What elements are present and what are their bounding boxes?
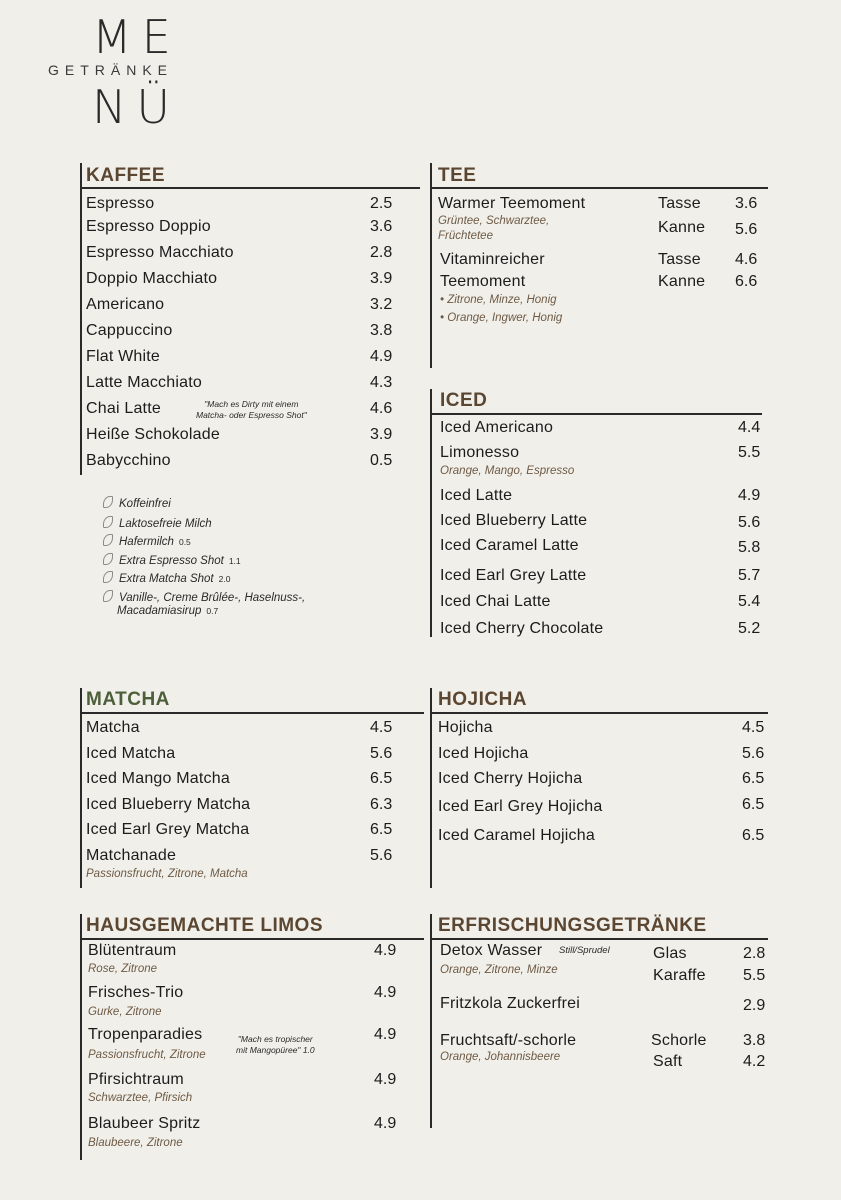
menu-item-name: Iced Blueberry Matcha: [86, 796, 251, 813]
menu-item-price: 6.5: [742, 827, 765, 844]
menu-item-price: 4.9: [374, 1071, 397, 1088]
menu-item-price: 5.6: [370, 847, 393, 864]
iced-divider: [430, 389, 432, 637]
addon-label: Vanille-, Creme Brûlée-, Haselnuss-,: [119, 592, 306, 604]
menu-item-name: Cappuccino: [86, 322, 173, 339]
kaffee-rule: [80, 187, 420, 189]
tropen-note-price: 1.0: [302, 1044, 315, 1055]
menu-item-price: 5.6: [742, 745, 765, 762]
kaffee-divider: [80, 163, 82, 475]
menu-item-name: Babycchino: [86, 452, 171, 469]
iced-heading: ICED: [440, 390, 488, 411]
menu-item-name: Hojicha: [438, 719, 493, 736]
addon-label: Extra Matcha Shot: [119, 573, 214, 585]
menu-item-price: 6.5: [742, 770, 765, 787]
menu-item-description: Gurke, Zitrone: [88, 1006, 162, 1018]
menu-item-price: 4.9: [738, 487, 761, 504]
menu-item-name: Matchanade: [86, 847, 177, 864]
menu-item-price: 6.5: [742, 796, 765, 813]
menu-item-name: Americano: [86, 296, 165, 313]
limonesso-description: Orange, Mango, Espresso: [440, 465, 575, 477]
menu-item-name: Iced Hojicha: [438, 745, 529, 762]
hojicha-rule: [430, 712, 768, 714]
menu-item-price: 3.8: [370, 322, 393, 339]
addon-price: 0.5: [178, 537, 191, 547]
menu-item-price: 5.2: [738, 620, 761, 637]
menu-item-name: Matcha: [86, 719, 140, 736]
menu-item-price: 6.5: [370, 821, 393, 838]
menu-item-description: Schwarztee, Pfirsich: [88, 1092, 193, 1104]
menu-item-name: Iced Caramel Hojicha: [438, 827, 595, 844]
menu-item-price: 3.9: [370, 426, 393, 443]
tee-size-price: 6.6: [735, 273, 758, 290]
menu-item-price: 4.4: [738, 419, 761, 436]
tee-heading: TEE: [438, 165, 477, 186]
logo-top: ME: [92, 10, 181, 64]
matcha-rule: [80, 712, 424, 714]
menu-item-name: Chai Latte: [86, 400, 161, 417]
menu-item-price: 3.9: [370, 270, 393, 287]
addon-item: [103, 571, 230, 585]
iced-rule: [430, 413, 762, 415]
size-label: Glas: [653, 945, 687, 962]
menu-item-price: 4.3: [370, 374, 393, 391]
menu-item-name: Iced Americano: [440, 419, 554, 436]
menu-item-price: 5.4: [738, 593, 761, 610]
fritz-price: 2.9: [743, 997, 766, 1014]
menu-item-price: 6.5: [370, 770, 393, 787]
menu-item-price: 2.5: [370, 195, 393, 212]
erfrischung-heading: ERFRISCHUNGSGETRÄNKE: [438, 915, 707, 936]
menu-item-price: 4.9: [370, 348, 393, 365]
size-label: Karaffe: [653, 967, 706, 984]
menu-item-description: Rose, Zitrone: [88, 963, 158, 975]
menu-item-price: 6.3: [370, 796, 393, 813]
menu-item-price: 4.5: [370, 719, 393, 736]
menu-item-name: Pfirsichtraum: [88, 1071, 184, 1088]
logo-subtitle: GETRÄNKE: [48, 62, 174, 78]
addon-label: Laktosefreie Milch: [119, 518, 212, 530]
tee-divider: [430, 163, 432, 368]
tropen-note: [236, 1034, 315, 1055]
menu-item-price: 3.6: [370, 218, 393, 235]
menu-item-name: Tropenparadies: [88, 1026, 203, 1043]
menu-item-name: Espresso Doppio: [86, 218, 211, 235]
size-price: 3.8: [743, 1032, 766, 1049]
matcha-divider: [80, 688, 82, 888]
menu-item-description: Blaubeere, Zitrone: [88, 1137, 183, 1149]
tee-size-label: Tasse: [658, 195, 701, 212]
leaf-icon: [103, 534, 113, 546]
addon-label: Koffeinfrei: [119, 498, 171, 510]
tee-warmer-description: Grüntee, Schwarztee,: [438, 215, 550, 227]
menu-item-name: Iced Earl Grey Matcha: [86, 821, 250, 838]
chai-note-line: "Mach es Dirty mit einem: [204, 399, 299, 409]
tee-size-price: 3.6: [735, 195, 758, 212]
menu-item-name: Latte Macchiato: [86, 374, 202, 391]
addon-label: Hafermilch: [119, 536, 174, 548]
tropen-note-line: [236, 1045, 315, 1056]
matcha-heading: MATCHA: [86, 689, 170, 710]
tee-vitamin-description: • Orange, Ingwer, Honig: [440, 312, 563, 324]
menu-item-name: Iced Earl Grey Hojicha: [438, 798, 603, 815]
hojicha-divider: [430, 688, 432, 888]
addon-price: 1.1: [228, 556, 241, 566]
menu-item-price: 0.5: [370, 452, 393, 469]
menu-item-price: 5.6: [738, 514, 761, 531]
erfrischung-rule: [430, 938, 768, 940]
menu-item-price: 4.9: [374, 1115, 397, 1132]
logo-bottom: NÜ: [92, 80, 181, 134]
menu-item-price: 5.5: [738, 444, 761, 461]
tee-size-label: Tasse: [658, 251, 701, 268]
menu-item-price: 3.2: [370, 296, 393, 313]
tee-size-price: 5.6: [735, 221, 758, 238]
menu-item-name: Iced Caramel Latte: [440, 537, 579, 554]
tee-size-label: Kanne: [658, 219, 706, 236]
size-label: Schorle: [651, 1032, 707, 1049]
menu-item-name: Iced Cherry Hojicha: [438, 770, 583, 787]
menu-item-name: Espresso Macchiato: [86, 244, 234, 261]
menu-item-price: 4.9: [374, 942, 397, 959]
menu-item-price: 5.8: [738, 539, 761, 556]
menu-item-name: Doppio Macchiato: [86, 270, 218, 287]
limos-rule: [80, 938, 424, 940]
menu-item-price: 2.8: [370, 244, 393, 261]
leaf-icon: [103, 553, 113, 565]
menu-item-name: Iced Earl Grey Latte: [440, 567, 587, 584]
limos-heading: HAUSGEMACHTE LIMOS: [86, 915, 323, 936]
menu-item-price: 4.5: [742, 719, 765, 736]
menu-item-name: Frisches-Trio: [88, 984, 184, 1001]
leaf-icon: [103, 496, 113, 508]
limos-divider: [80, 914, 82, 1160]
addon-label: Extra Espresso Shot: [119, 555, 224, 567]
size-price: 4.2: [743, 1053, 766, 1070]
leaf-icon: [103, 571, 113, 583]
menu-item-name: Heiße Schokolade: [86, 426, 220, 443]
tee-vitamin-name: Vitaminreicher: [440, 251, 545, 268]
tee-vitamin-description: • Zitrone, Minze, Honig: [440, 294, 557, 306]
menu-item-description: Passionsfrucht, Zitrone: [88, 1049, 206, 1061]
chai-note-line: Matcha- oder Espresso Shot": [196, 409, 307, 420]
hojicha-heading: HOJICHA: [438, 689, 528, 710]
size-price: 2.8: [743, 945, 766, 962]
addon-item: [103, 516, 212, 530]
fritz-name: Fritzkola Zuckerfrei: [440, 995, 581, 1012]
addon-label: Macadamiasirup: [117, 605, 202, 617]
kaffee-heading: KAFFEE: [86, 165, 165, 186]
chai-note: [196, 399, 307, 420]
menu-item-name: Iced Matcha: [86, 745, 176, 762]
detox-note: Still/Sprudel: [559, 945, 610, 956]
addon-item: [103, 496, 171, 510]
menu-item-name: Iced Chai Latte: [440, 593, 551, 610]
tee-warmer-name: Warmer Teemoment: [438, 195, 586, 212]
tee-warmer-description: Früchtetee: [438, 230, 493, 242]
addon-item: [103, 590, 305, 604]
tee-vitamin-name: Teemoment: [440, 273, 526, 290]
menu-item-name: Iced Latte: [440, 487, 513, 504]
matchanade-description: Passionsfrucht, Zitrone, Matcha: [86, 868, 248, 880]
menu-item-name: Espresso: [86, 195, 155, 212]
menu-item-name: Limonesso: [440, 444, 520, 461]
menu-item-price: 4.9: [374, 984, 397, 1001]
menu-item-price: 4.6: [370, 400, 393, 417]
addon-item: [103, 553, 241, 567]
detox-name: Detox Wasser: [440, 942, 543, 959]
addon-item: [103, 534, 191, 548]
menu-item-name: Blaubeer Spritz: [88, 1115, 201, 1132]
menu-item-name: Iced Blueberry Latte: [440, 512, 588, 529]
leaf-icon: [103, 516, 113, 528]
addon-item: [117, 605, 218, 617]
addon-price: 2.0: [218, 574, 231, 584]
menu-item-price: 5.6: [370, 745, 393, 762]
saft-description: Orange, Johannisbeere: [440, 1051, 561, 1063]
addon-price: 0.7: [206, 606, 219, 616]
tee-rule: [430, 187, 768, 189]
menu-item-price: 4.9: [374, 1026, 397, 1043]
size-price: 5.5: [743, 967, 766, 984]
size-label: Saft: [653, 1053, 683, 1070]
tropen-note-text: mit Mangopüree": [236, 1044, 301, 1055]
tropen-note-line: "Mach es tropischer: [237, 1034, 313, 1044]
tee-size-price: 4.6: [735, 251, 758, 268]
tee-size-label: Kanne: [658, 273, 706, 290]
detox-description: Orange, Zitrone, Minze: [440, 964, 558, 976]
erfrischung-divider: [430, 914, 432, 1128]
menu-item-price: 5.7: [738, 567, 761, 584]
menu-item-name: Iced Cherry Chocolate: [440, 620, 604, 637]
menu-item-name: Flat White: [86, 348, 161, 365]
menu-item-name: Blütentraum: [88, 942, 177, 959]
menu-item-name: Iced Mango Matcha: [86, 770, 230, 787]
saft-name: Fruchtsaft/-schorle: [440, 1032, 577, 1049]
leaf-icon: [103, 590, 113, 602]
